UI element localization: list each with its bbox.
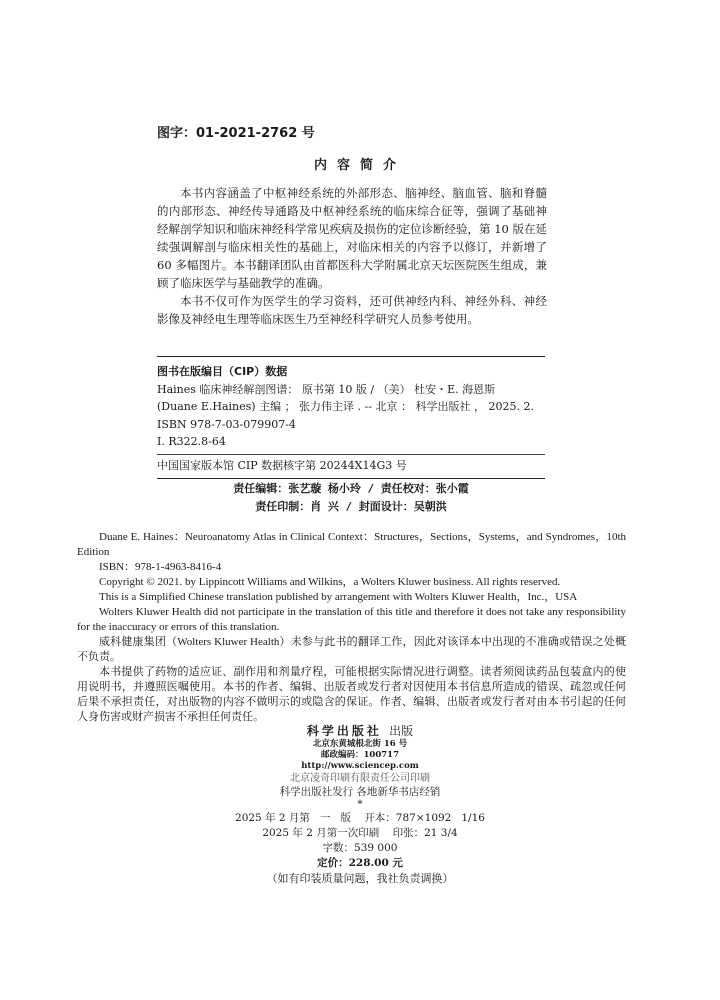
summary-body [157, 184, 547, 328]
editors-row: 责任印制：肖 兴 / 封面设计：吴朝洪 [255, 500, 447, 513]
summary-title: 内容简介 [313, 158, 406, 173]
publisher-address: 北京东黄城根北街 16 号 [312, 739, 408, 749]
publisher-website: http://www.sciencep.com [301, 761, 419, 771]
cip-line: ISBN 978-7-03-079907-4 [157, 417, 296, 431]
publisher-postcode: 邮政编码：100717 [321, 750, 399, 760]
distribution-line: 科学出版社发行 各地新华书店经销 [279, 786, 441, 798]
cip-line: Haines 临床神经解剖图谱： 原书第 10 版 / （美） 杜安・E. 海恩斯 [157, 382, 496, 396]
price: 定价：228.00 元 [317, 857, 403, 869]
copyright-notice: Copyright © 2021. by Lippincott Williams and Wilkins，a Wolters Kluwer business. All rights reserved. [99, 576, 561, 588]
drug-note: 本书提供了药物的适应证、副作用和剂量疗程，可能根据实际情况进行调整。读者须阅读药品包装盒内的使用说明书，并遵照医嘱使用。本书的作者、编辑、出版者或发行者对因使用本书信息所造成的错误、疏忽或任何后果不承担责任，对出版物的内容不做明示的或隐含的保证。作者、编辑、出版者或发行者对由本书引起的任何人身伤害或财产损害不承担任何责任。 [77, 666, 626, 723]
colophon [0, 722, 720, 887]
summary-paragraph: 本书不仅可作为医学生的学习资料，还可供神经内科、神经外科、神经影像及神经电生理等临床医生乃至神经科学研究人员参考使用。 [157, 294, 547, 326]
disclaimer-cn: 威科健康集团（Wolters Kluwer Health）未参与此书的翻译工作，因此对该译本中出现的不准确或错误之处概不负责。 [77, 636, 626, 663]
translation-note: This is a Simplified Chinese translation published by arrangement with Wolters Kluwer Health，Inc.，USA [99, 591, 578, 603]
printing-line: 2025 年 2 月第一次印刷 印张：21 3/4 [262, 827, 458, 839]
cip-footer: 中国国家版本馆 CIP 数据核字第 20244X14G3 号 [157, 454, 545, 475]
publisher-name: 科学出版社 [306, 724, 382, 738]
publisher-suffix: 出版 [389, 724, 414, 738]
edition-line: 2025 年 2 月第 一 版 开本：787×1092 1/16 [235, 812, 485, 824]
separator-star: * [357, 799, 363, 810]
publisher-line [0, 722, 720, 739]
rights-section [77, 530, 626, 725]
editors-credits [157, 480, 545, 516]
quality-notice: （如有印装质量问题，我社负责调换） [266, 872, 454, 885]
cip-line: Ⅰ. R322.8-64 [157, 435, 226, 448]
original-citation: Duane E. Haines：Neuroanatomy Atlas in Clinical Context：Structures，Sections，Systems，and Syndromes，10th Edition [77, 531, 626, 558]
editors-row: 责任编辑：张艺璇 杨小玲 / 责任校对：张小霞 [233, 482, 469, 495]
summary-paragraph: 本书内容涵盖了中枢神经系统的外部形态、脑神经、脑血管、脑和脊髓的内部形态、神经传导通路及中枢神经系统的临床综合征等，强调了基础神经解剖学知识和临床神经科学常见疾病及损伤的定位诊断经验，第 10 版在延续强调解剖与临床相关性的基础上，对临床相关的内容予以修订，并新增了 60 多幅图片。本书翻译团队由首都医科大学附属北京天坛医院医生组成，兼顾了临床医学与基础教学的准确。 [157, 186, 547, 290]
word-count: 字数：539 000 [322, 842, 398, 854]
cip-line: (Duane E.Haines) 主编 ； 张力伟主译 . -- 北京 ： 科学出版社 ， 2025. 2. [157, 400, 534, 413]
registration-number: 图字：01-2021-2762 号 [157, 126, 315, 141]
cip-header: 图书在版编目（CIP）数据 [157, 365, 288, 378]
original-isbn: ISBN：978-1-4963-8416-4 [99, 561, 222, 573]
disclaimer-en: Wolters Kluwer Health did not participate in the translation of this title and therefore it does not take any responsibility for the inaccuracy or errors of this translation. [77, 606, 626, 633]
cip-data-block [157, 356, 545, 479]
printer-line: 北京凌奇印刷有限责任公司印刷 [290, 773, 430, 784]
